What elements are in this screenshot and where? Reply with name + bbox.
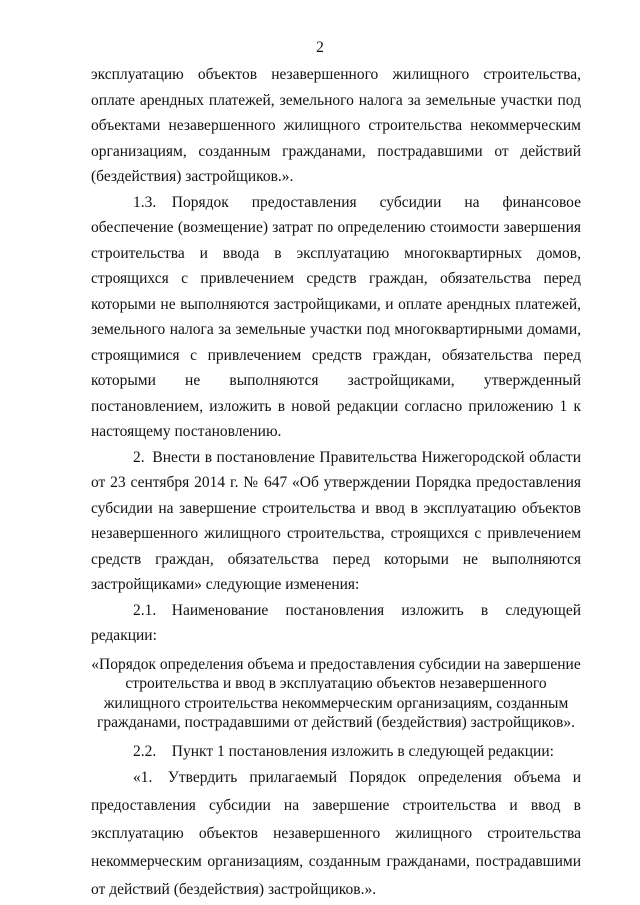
paragraph-1-3: 1.3. Порядок предоставления субсидии на финансовое обеспечение (возмещение) затрат по определению стоимости завершения строительства и ввода в эксплуатацию многоквартирных домов, строящихся с привлечением средств граждан, обязательства перед которыми не выполняются застройщиками, и оплате арендных платежей, земельного налога за земельные участки под многоквартирными домами, строящимися с привлечением средств граждан, обязательства перед которыми не выполняются застройщиками, утвержденный постановлением, изложить в новой редакции согласно приложению 1 к настоящему постановлению. [91,193,581,440]
quoted-title: «Порядок определения объема и предоставления субсидии на завершение строительства и ввод в эксплуатацию объектов незавершенного жилищного строительства некоммерческим организациям, созданным гражданами, пострадавшими от действий (бездействия) застройщиков». [91,655,581,731]
page-number: 2 [316,39,324,56]
paragraph-2-2: 2.2. Пункт 1 постановления изложить в следующей редакции: [133,742,554,760]
paragraph-2: 2. Внести в постановление Правительства Нижегородской области от 23 сентября 2014 г. № 647 «Об утверждении Порядка предоставления субсидии на завершение строительства и ввод в эксплуатацию объектов незавершенного жилищного строительства, строящихся с привлечением средств граждан, обязательства перед которыми не выполняются застройщиками» следующие изменения: [91,448,581,593]
document-body [91,62,581,904]
paragraph-quoted-point-1: «1. Утвердить прилагаемый Порядок определения объема и предоставления субсидии на завершение строительства и ввод в эксплуатацию объектов незавершенного жилищного строительства некоммерческим организациям, созданным гражданами, пострадавшими от действий (бездействия) застройщиков.». [91,769,581,898]
paragraph-2-1: 2.1. Наименование постановления изложить в следующей редакции: [91,601,581,644]
paragraph-continuation: эксплуатацию объектов незавершенного жилищного строительства, оплате арендных платежей, земельного налога за земельные участки под объектами незавершенного жилищного строительства некоммерческим организациям, созданным гражданами, пострадавшими от действий (бездействия) застройщиков.». [91,66,581,185]
